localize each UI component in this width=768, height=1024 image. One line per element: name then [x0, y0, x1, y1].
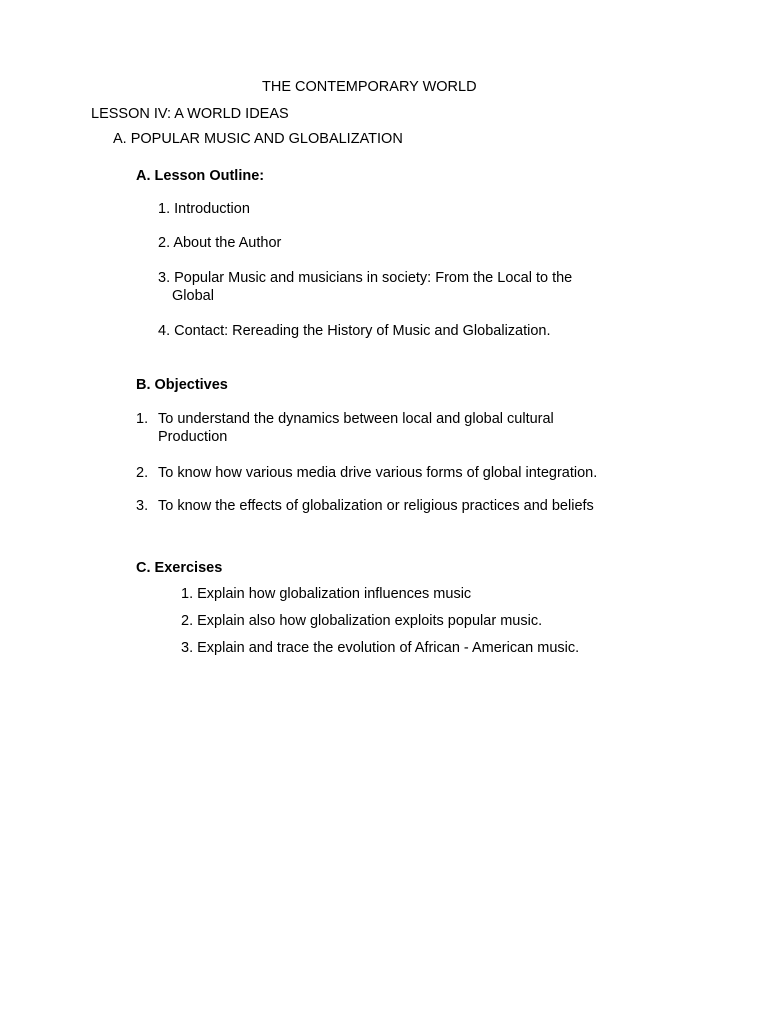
outline-item-3: 3. Popular Music and musicians in society: From the Local to the: [158, 270, 573, 286]
outline-item-2: 2. About the Author: [158, 235, 282, 251]
outline-item-3-continued: Global: [172, 288, 214, 304]
lesson-heading: LESSON IV: A WORLD IDEAS: [91, 106, 289, 122]
exercise-item-2: 2. Explain also how globalization exploits popular music.: [181, 613, 543, 629]
outline-heading: A. Lesson Outline:: [136, 168, 265, 184]
section-heading: A. POPULAR MUSIC AND GLOBALIZATION: [113, 131, 403, 147]
objective-text-3: To know the effects of globalization or religious practices and beliefs: [158, 498, 594, 514]
outline-item-4: 4. Contact: Rereading the History of Music and Globalization.: [158, 323, 551, 339]
document-title: THE CONTEMPORARY WORLD: [262, 79, 477, 95]
objective-number-3: 3.: [136, 498, 149, 514]
objective-number-2: 2.: [136, 465, 149, 481]
outline-item-1: 1. Introduction: [158, 201, 250, 217]
exercises-heading: C. Exercises: [136, 560, 223, 576]
exercise-item-1: 1. Explain how globalization influences music: [181, 586, 472, 602]
objective-number-1: 1.: [136, 411, 149, 427]
objective-text-1: To understand the dynamics between local and global cultural: [158, 411, 554, 427]
objectives-heading: B. Objectives: [136, 377, 228, 393]
exercise-item-3: 3. Explain and trace the evolution of African - American music.: [181, 640, 580, 656]
objective-text-1-continued: Production: [158, 429, 228, 445]
objective-text-2: To know how various media drive various forms of global integration.: [158, 465, 598, 481]
